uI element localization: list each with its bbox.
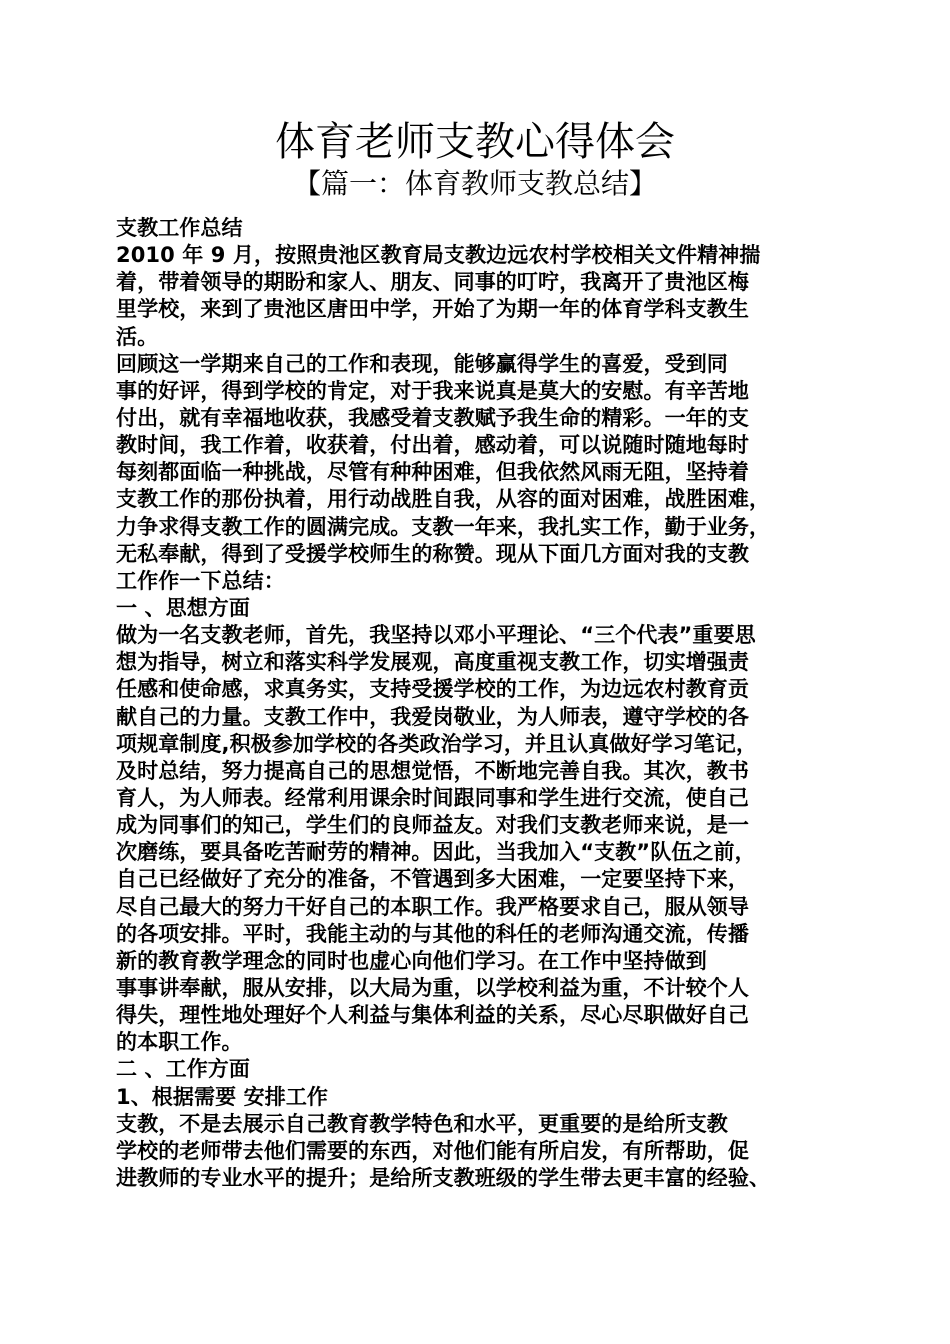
text-line: 事的好评，得到学校的肯定，对于我来说真是莫大的安慰。有辛苦地 <box>116 378 749 403</box>
text-line: 支教工作总结 <box>116 216 243 240</box>
text-line: 里学校，来到了贵池区唐田中学，开始了为期一年的体育学科支教生 <box>116 297 749 322</box>
text-line: 付出，就有幸福地收获，我感受着支教赋予我生命的精彩。一年的支 <box>116 405 749 430</box>
text-line: 每刻都面临一种挑战，尽管有种种困难，但我依然风雨无阻，坚持着 <box>116 460 749 485</box>
page-title: 体育老师支教心得体会 <box>275 119 675 165</box>
text-line: 支教工作的那份执着，用行动战胜自我，从容的面对困难，战胜困难， <box>116 487 771 512</box>
text-line: 自己已经做好了充分的准备，不管遇到多大困难，一定要坚持下来， <box>116 867 749 892</box>
text-line: 进教师的专业水平的提升；是给所支教班级的学生带去更丰富的经验、 <box>116 1165 771 1190</box>
text-line: 任感和使命感，求真务实，支持受援学校的工作，为边远农村教育贡 <box>116 677 749 702</box>
text-line: 得失，理性地处理好个人利益与集体利益的关系，尽心尽职做好自己 <box>116 1003 749 1028</box>
text-line: 成为同事们的知己，学生们的良师益友。对我们支教老师来说，是一 <box>116 813 749 838</box>
text-line: 做为一名支教老师，首先，我坚持以邓小平理论、“三个代表”重要思 <box>116 623 756 648</box>
text-line: 一 、思想方面 <box>116 595 251 620</box>
body-text <box>116 215 846 1192</box>
text-line: 及时总结，努力提高自己的思想觉悟，不断地完善自我。其次，教书 <box>116 758 749 783</box>
text-line: 无私奉献，得到了受援学校师生的称赞。现从下面几方面对我的支教 <box>116 541 749 566</box>
text-line: 献自己的力量。支教工作中，我爱岗敬业，为人师表，遵守学校的各 <box>116 704 749 729</box>
text-line: 工作作一下总结： <box>116 568 285 593</box>
text-line: 的本职工作。 <box>116 1030 243 1055</box>
text-line: 事事讲奉献，服从安排，以大局为重，以学校利益为重，不计较个人 <box>116 975 749 1000</box>
text-line: 项规章制度,积极参加学校的各类政治学习，并且认真做好学习笔记， <box>116 731 758 756</box>
text-line: 2010 年 9 月，按照贵池区教育局支教边远农村学校相关文件精神揣 <box>116 243 761 268</box>
text-line: 想为指导，树立和落实科学发展观，高度重视支教工作，切实增强责 <box>116 650 749 675</box>
page-subtitle: 【篇一：体育教师支教总结】 <box>292 167 657 200</box>
text-line: 尽自己最大的努力干好自己的本职工作。我严格要求自己，服从领导 <box>116 894 749 919</box>
text-line: 学校的老师带去他们需要的东西，对他们能有所启发，有所帮助，促 <box>116 1138 749 1163</box>
text-line: 着，带着领导的期盼和家人、朋友、同事的叮咛，我离开了贵池区梅 <box>116 270 749 295</box>
text-line: 新的教育教学理念的同时也虚心向他们学习。在工作中坚持做到 <box>116 948 707 973</box>
text-line: 支教，不是去展示自己教育教学特色和水平，更重要的是给所支教 <box>116 1111 728 1136</box>
text-line: 教时间，我工作着，收获着，付出着，感动着，可以说随时随地每时 <box>116 433 749 458</box>
text-line: 二 、工作方面 <box>116 1057 251 1082</box>
text-line: 次磨练，要具备吃苦耐劳的精神。因此，当我加入“支教”队伍之前， <box>116 840 756 865</box>
text-line: 回顾这一学期来自己的工作和表现，能够赢得学生的喜爱，受到同 <box>116 351 728 376</box>
text-line: 1、根据需要 安排工作 <box>116 1084 329 1109</box>
text-line: 的各项安排。平时，我能主动的与其他的科任的老师沟通交流，传播 <box>116 921 749 946</box>
text-line: 育人，为人师表。经常利用课余时间跟同事和学生进行交流，使自己 <box>116 785 749 810</box>
text-line: 力争求得支教工作的圆满完成。支教一年来，我扎实工作，勤于业务， <box>116 514 771 539</box>
text-line: 活。 <box>116 324 159 349</box>
